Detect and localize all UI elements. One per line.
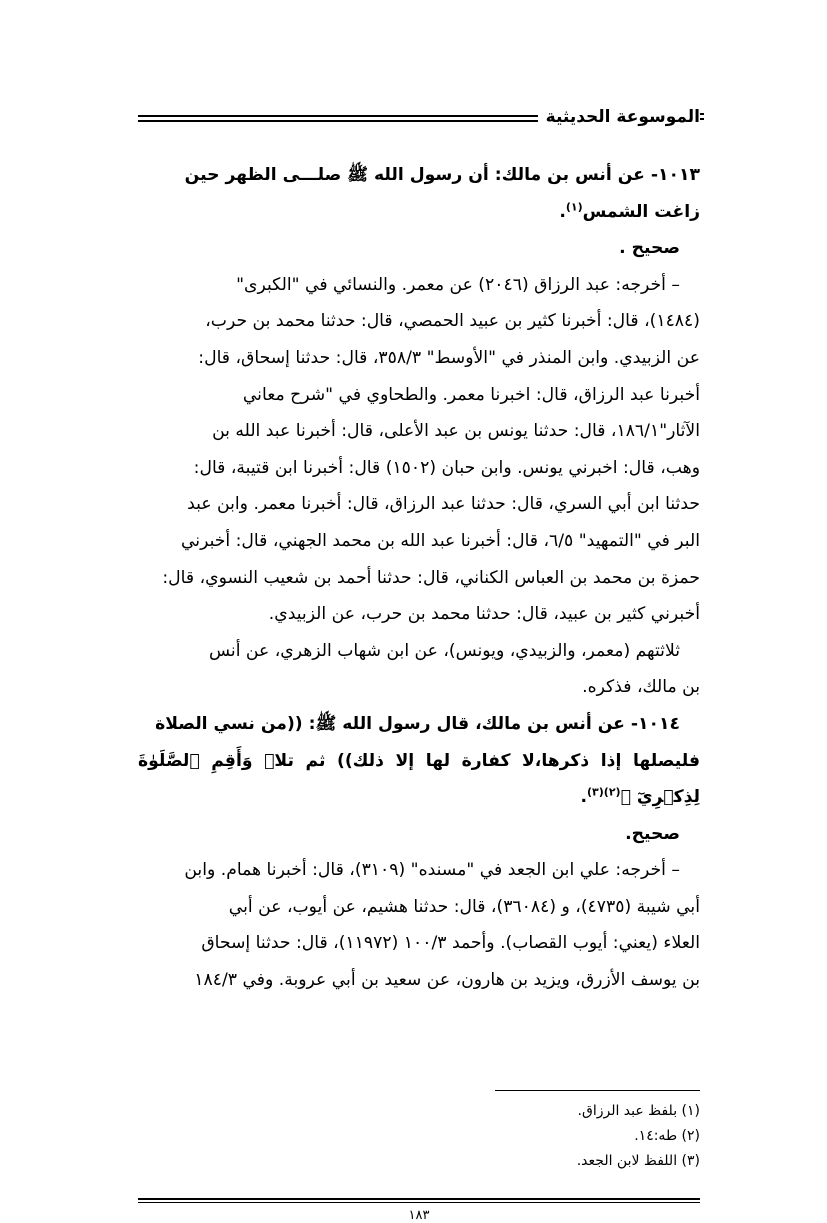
- hadith-1013-grade: صحيح .: [619, 238, 680, 259]
- hadith-1014-text-line2: فليصلها إذا ذكرها،لا كفارة لها إلا ذلك)) ثم تلا﴿ وَأَقِمِ ٱلصَّلَوٰةَ لِذِكۡرِيٓ ﴾$^{(٢)(٣)}$.: [138, 750, 700, 808]
- running-header-title: الموسوعة الحديثية: [540, 107, 700, 127]
- footnote-1: (١) بلفظ عبد الرزاق.: [577, 1103, 700, 1119]
- takhrij-line: الآثار"١٨٦/١، قال: حدثنا يونس بن عبد الأعلى، قال: أخبرنا عبد الله بن: [212, 421, 700, 442]
- takhrij-line: أخبرنا عبد الرزاق، قال: اخبرنا معمر. والطحاوي في "شرح معاني: [242, 384, 700, 405]
- footnote-3: (٣) اللفظ لابن الجعد.: [576, 1153, 700, 1169]
- conclusion-line2: بن مالك، فذكره.: [582, 677, 700, 698]
- main-text: [138, 157, 700, 999]
- footnote-ref-1: (١): [565, 199, 583, 213]
- hadith-1013-text-line2: زاغت الشمس$^{(١)}$.: [559, 199, 700, 222]
- header-rule: [138, 115, 538, 122]
- conclusion-line1: ثلاثتهم (معمر، والزبيدي، ويونس)، عن ابن شهاب الزهري، عن أنس: [209, 640, 680, 661]
- footnote-ref-2-3: (٢)(٣): [587, 785, 621, 799]
- footnote-separator: [495, 1090, 700, 1091]
- footnotes: [138, 1099, 700, 1174]
- takhrij-line: وهب، قال: اخبرني يونس. وابن حبان (١٥٠٢) قال: أخبرنا ابن قتيبة، قال:: [193, 457, 700, 478]
- takhrij-line: – أخرجه: عبد الرزاق (٢٠٤٦) عن معمر. والنسائي في "الكبرى": [236, 274, 680, 295]
- hadith-1014-grade: صحيح.: [625, 823, 680, 844]
- takhrij-line: (١٤٨٤)، قال: أخبرنا كثير بن عبيد الحمصي، قال: حدثنا محمد بن حرب،: [205, 311, 700, 332]
- hadith-1014-text-line1: ١٠١٤- عن أنس بن مالك، قال رسول الله ﷺ: ((من نسي الصلاة: [155, 713, 680, 734]
- takhrij-line: – أخرجه: علي ابن الجعد في "مسنده" (٣١٠٩)، قال: أخبرنا همام. وابن: [184, 860, 680, 881]
- page-number: ١٨٣: [408, 1208, 430, 1223]
- takhrij-line: بن يوسف الأزرق، ويزيد بن هارون، عن سعيد بن أبي عروبة. وفي ١٨٤/٣: [194, 970, 700, 991]
- takhrij-line: حمزة بن محمد بن العباس الكناني، قال: حدثنا أحمد بن شعيب النسوي، قال:: [162, 567, 700, 588]
- takhrij-line: العلاء (يعني: أيوب القصاب). وأحمد ١٠٠/٣ (١١٩٧٢)، قال: حدثنا إسحاق: [201, 933, 700, 954]
- running-header: [138, 105, 700, 139]
- page: [138, 105, 700, 1223]
- footnote-2: (٢) طه:١٤.: [634, 1128, 700, 1144]
- takhrij-line: البر في "التمهيد" ٦/٥، قال: أخبرنا عبد الله بن محمد الجهني، قال: أخبرني: [180, 530, 700, 551]
- hadith-1013-text-line1: ١٠١٣- عن أنس بن مالك: أن رسول الله ﷺ صلـــى الظهر حين: [184, 165, 700, 185]
- takhrij-line: حدثنا ابن أبي السري، قال: حدثنا عبد الرزاق، قال: أخبرنا معمر. وابن عبد: [187, 494, 700, 515]
- takhrij-line: عن الزبيدي. وابن المنذر في "الأوسط" ٣٥٨/٣، قال: حدثنا إسحاق، قال:: [198, 347, 700, 368]
- footer-rule: [138, 1198, 700, 1203]
- takhrij-line: أخبرني كثير بن عبيد، قال: حدثنا محمد بن حرب، عن الزبيدي.: [268, 604, 700, 625]
- takhrij-line: أبي شيبة (٤٧٣٥)، و (٣٦٠٨٤)، قال: حدثنا هشيم، عن أيوب، عن أبي: [228, 896, 700, 917]
